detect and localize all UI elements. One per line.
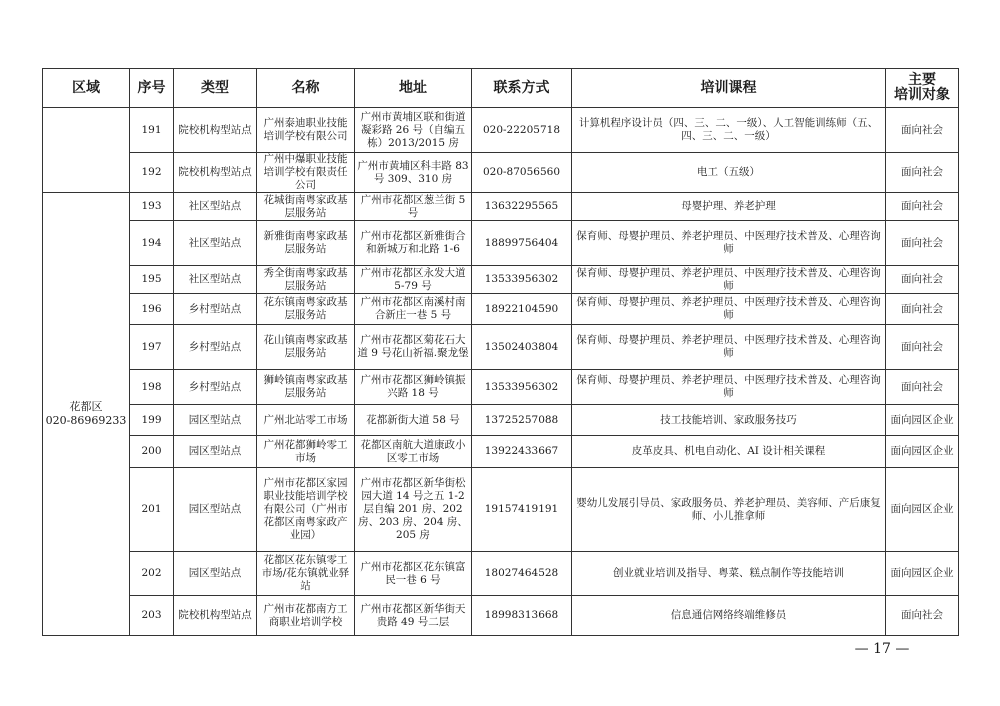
type-cell: 乡村型站点 (174, 325, 257, 370)
name-cell: 广州北站零工市场 (257, 405, 355, 436)
header-course: 培训课程 (572, 69, 886, 108)
type-cell: 社区型站点 (174, 193, 257, 221)
seq-cell: 194 (130, 221, 174, 266)
target-cell: 面向园区企业 (886, 552, 959, 596)
header-seq: 序号 (130, 69, 174, 108)
type-cell: 园区型站点 (174, 405, 257, 436)
contact-cell: 13725257088 (472, 405, 572, 436)
contact-cell: 13632295565 (472, 193, 572, 221)
table-row (43, 596, 959, 636)
target-cell: 面向园区企业 (886, 436, 959, 468)
target-cell: 面向社会 (886, 153, 959, 193)
training-sites-table (42, 68, 959, 636)
seq-cell: 192 (130, 153, 174, 193)
target-cell: 面向社会 (886, 266, 959, 294)
course-cell: 保育师、母婴护理员、养老护理员、中医理疗技术普及、心理咨询师 (572, 370, 886, 405)
contact-cell: 13922433667 (472, 436, 572, 468)
address-cell: 广州市花都区狮岭镇振兴路 18 号 (355, 370, 472, 405)
target-cell: 面向社会 (886, 108, 959, 153)
type-cell: 院校机构型站点 (174, 153, 257, 193)
table-row (43, 221, 959, 266)
address-cell: 广州市花都区新雅街合和新城万和北路 1-6 (355, 221, 472, 266)
course-cell: 技工技能培训、家政服务技巧 (572, 405, 886, 436)
address-cell: 花都新街大道 58 号 (355, 405, 472, 436)
region-cell-empty (43, 108, 130, 193)
name-cell: 广州花都狮岭零工市场 (257, 436, 355, 468)
contact-cell: 020-87056560 (472, 153, 572, 193)
name-cell: 广州市花都区家园职业技能培训学校有限公司（广州市花都区南粤家政产业园） (257, 468, 355, 552)
seq-cell: 203 (130, 596, 174, 636)
type-cell: 社区型站点 (174, 221, 257, 266)
table-row (43, 266, 959, 294)
target-cell: 面向园区企业 (886, 468, 959, 552)
course-cell: 保育师、母婴护理员、养老护理员、中医理疗技术普及、心理咨询师 (572, 266, 886, 294)
table-row (43, 153, 959, 193)
header-address: 地址 (355, 69, 472, 108)
type-cell: 院校机构型站点 (174, 596, 257, 636)
seq-cell: 198 (130, 370, 174, 405)
region-cell (43, 193, 130, 636)
table-row (43, 193, 959, 221)
address-cell: 广州市花都区新华街松园大道 14 号之五 1-2 层自编 201 房、202 房、203 房、204 房、205 房 (355, 468, 472, 552)
table-row (43, 405, 959, 436)
seq-cell: 200 (130, 436, 174, 468)
page-number: — 17 — (854, 641, 910, 657)
course-cell: 保育师、母婴护理员、养老护理员、中医理疗技术普及、心理咨询师 (572, 294, 886, 325)
type-cell: 院校机构型站点 (174, 108, 257, 153)
address-cell: 广州市黄埔区联和街道凝彩路 26 号（自编五栋）2013/2015 房 (355, 108, 472, 153)
table-row (43, 370, 959, 405)
target-cell: 面向社会 (886, 294, 959, 325)
target-cell: 面向社会 (886, 325, 959, 370)
contact-cell: 18922104590 (472, 294, 572, 325)
address-cell: 广州市花都区菊花石大道 9 号花山祈福.聚龙堡 (355, 325, 472, 370)
course-cell: 保育师、母婴护理员、养老护理员、中医理疗技术普及、心理咨询师 (572, 221, 886, 266)
type-cell: 社区型站点 (174, 266, 257, 294)
header-target: 主要 培训对象 (886, 69, 959, 108)
name-cell: 广州泰迪职业技能培训学校有限公司 (257, 108, 355, 153)
table-row (43, 436, 959, 468)
name-cell: 广州中爆职业技能培训学校有限责任公司 (257, 153, 355, 193)
seq-cell: 202 (130, 552, 174, 596)
contact-cell: 13502403804 (472, 325, 572, 370)
name-cell: 新雅街南粤家政基层服务站 (257, 221, 355, 266)
course-cell: 皮革皮具、机电自动化、AI 设计相关课程 (572, 436, 886, 468)
contact-cell: 18998313668 (472, 596, 572, 636)
header-name: 名称 (257, 69, 355, 108)
name-cell: 花山镇南粤家政基层服务站 (257, 325, 355, 370)
seq-cell: 201 (130, 468, 174, 552)
seq-cell: 195 (130, 266, 174, 294)
address-cell: 广州市黄埔区科丰路 83 号 309、310 房 (355, 153, 472, 193)
target-cell: 面向社会 (886, 221, 959, 266)
address-cell: 广州市花都区南溪村南合新庄一巷 5 号 (355, 294, 472, 325)
region-name: 花都区 (69, 400, 103, 413)
contact-cell: 18899756404 (472, 221, 572, 266)
type-cell: 园区型站点 (174, 436, 257, 468)
type-cell: 乡村型站点 (174, 370, 257, 405)
target-cell: 面向社会 (886, 370, 959, 405)
seq-cell: 193 (130, 193, 174, 221)
table-row (43, 108, 959, 153)
name-cell: 花城街南粤家政基层服务站 (257, 193, 355, 221)
table-header-row (43, 69, 959, 108)
target-cell: 面向社会 (886, 596, 959, 636)
name-cell: 广州市花都南方工商职业培训学校 (257, 596, 355, 636)
course-cell: 计算机程序设计员（四、三、二、一级）、人工智能训练师（五、四、三、二、一级） (572, 108, 886, 153)
course-cell: 母婴护理、养老护理 (572, 193, 886, 221)
contact-cell: 19157419191 (472, 468, 572, 552)
address-cell: 广州市花都区花东镇富民一巷 6 号 (355, 552, 472, 596)
header-contact: 联系方式 (472, 69, 572, 108)
type-cell: 园区型站点 (174, 468, 257, 552)
region-phone: 020-86969233 (45, 414, 127, 427)
contact-cell: 13533956302 (472, 266, 572, 294)
contact-cell: 13533956302 (472, 370, 572, 405)
address-cell: 广州市花都区葱兰街 5 号 (355, 193, 472, 221)
name-cell: 花东镇南粤家政基层服务站 (257, 294, 355, 325)
name-cell: 花都区花东镇零工市场/花东镇就业驿站 (257, 552, 355, 596)
table-row (43, 468, 959, 552)
contact-cell: 020-22205718 (472, 108, 572, 153)
type-cell: 园区型站点 (174, 552, 257, 596)
seq-cell: 191 (130, 108, 174, 153)
course-cell: 信息通信网络终端维修员 (572, 596, 886, 636)
target-cell: 面向社会 (886, 193, 959, 221)
address-cell: 广州市花都区永发大道 5-79 号 (355, 266, 472, 294)
table-row (43, 325, 959, 370)
course-cell: 电工（五级） (572, 153, 886, 193)
seq-cell: 197 (130, 325, 174, 370)
course-cell: 保育师、母婴护理员、养老护理员、中医理疗技术普及、心理咨询师 (572, 325, 886, 370)
target-cell: 面向园区企业 (886, 405, 959, 436)
table-row (43, 552, 959, 596)
type-cell: 乡村型站点 (174, 294, 257, 325)
address-cell: 花都区南航大道康政小区零工市场 (355, 436, 472, 468)
seq-cell: 199 (130, 405, 174, 436)
seq-cell: 196 (130, 294, 174, 325)
table-row (43, 294, 959, 325)
course-cell: 婴幼儿发展引导员、家政服务员、养老护理员、美容师、产后康复师、小儿推拿师 (572, 468, 886, 552)
name-cell: 秀全街南粤家政基层服务站 (257, 266, 355, 294)
name-cell: 狮岭镇南粤家政基层服务站 (257, 370, 355, 405)
contact-cell: 18027464528 (472, 552, 572, 596)
header-type: 类型 (174, 69, 257, 108)
course-cell: 创业就业培训及指导、粤菜、糕点制作等技能培训 (572, 552, 886, 596)
header-region: 区域 (43, 69, 130, 108)
address-cell: 广州市花都区新华街天贵路 49 号二层 (355, 596, 472, 636)
